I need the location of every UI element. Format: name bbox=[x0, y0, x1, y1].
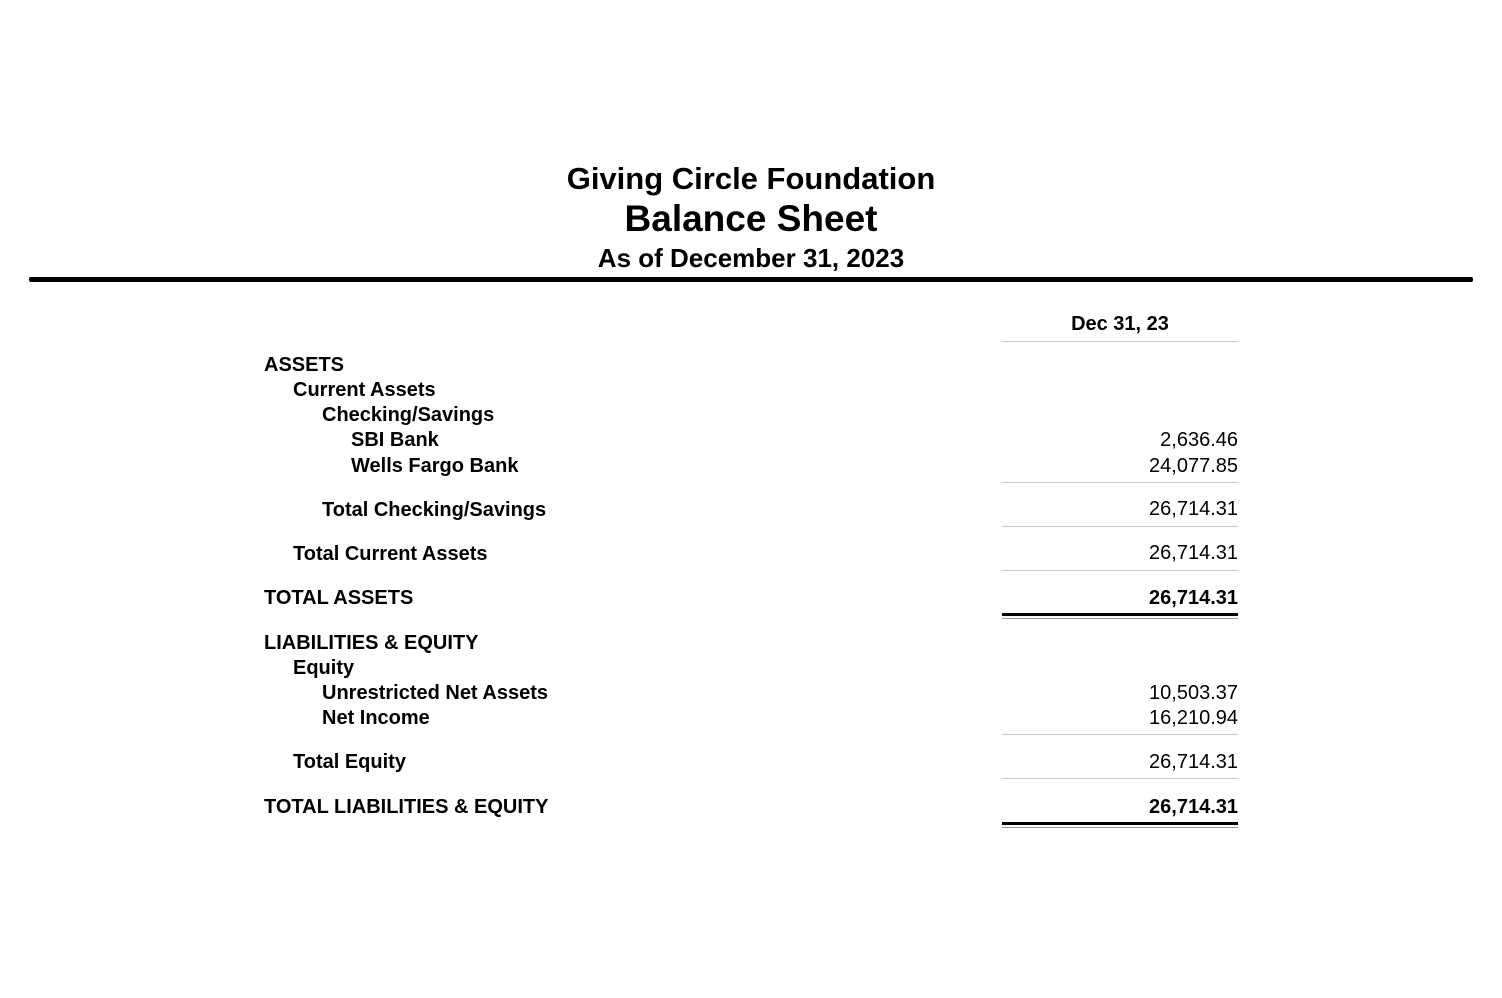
subtotal-rule bbox=[1002, 778, 1238, 779]
unrestricted-net-assets-label: Unrestricted Net Assets bbox=[322, 682, 549, 704]
sbi-bank-amount: 2,636.46 bbox=[1160, 429, 1238, 451]
total-liabilities-equity-amount: 26,714.31 bbox=[1149, 796, 1238, 818]
subtotal-rule bbox=[1002, 482, 1238, 483]
total-current-assets-amount: 26,714.31 bbox=[1149, 542, 1238, 564]
total-liabilities-equity-label: TOTAL LIABILITIES & EQUITY bbox=[264, 796, 549, 818]
total-assets-label: TOTAL ASSETS bbox=[264, 587, 414, 609]
sbi-bank-label: SBI Bank bbox=[351, 429, 439, 451]
column-header-underline bbox=[1002, 341, 1238, 342]
total-equity-amount: 26,714.31 bbox=[1149, 751, 1238, 773]
total-checking-savings-label: Total Checking/Savings bbox=[322, 499, 547, 521]
equity-heading: Equity bbox=[293, 657, 355, 679]
total-assets-amount: 26,714.31 bbox=[1149, 587, 1238, 609]
subtotal-rule bbox=[1002, 526, 1238, 527]
column-header-date: Dec 31, 23 bbox=[1071, 313, 1169, 335]
wells-fargo-bank-label: Wells Fargo Bank bbox=[351, 455, 519, 477]
organization-name: Giving Circle Foundation bbox=[566, 161, 936, 196]
net-income-label: Net Income bbox=[322, 707, 430, 729]
total-checking-savings-amount: 26,714.31 bbox=[1149, 498, 1238, 520]
assets-heading: ASSETS bbox=[264, 354, 345, 376]
total-current-assets-label: Total Current Assets bbox=[293, 543, 488, 565]
subtotal-rule bbox=[1002, 734, 1238, 735]
current-assets-heading: Current Assets bbox=[293, 379, 436, 401]
unrestricted-net-assets-amount: 10,503.37 bbox=[1149, 682, 1238, 704]
report-date-subtitle: As of December 31, 2023 bbox=[597, 243, 905, 273]
wells-fargo-bank-amount: 24,077.85 bbox=[1149, 455, 1238, 477]
liabilities-equity-heading: LIABILITIES & EQUITY bbox=[264, 632, 479, 654]
total-double-rule bbox=[1002, 613, 1238, 619]
net-income-amount: 16,210.94 bbox=[1149, 707, 1238, 729]
checking-savings-heading: Checking/Savings bbox=[322, 404, 495, 426]
report-title: Balance Sheet bbox=[624, 198, 878, 239]
total-equity-label: Total Equity bbox=[293, 751, 406, 773]
total-double-rule bbox=[1002, 822, 1238, 828]
header-rule bbox=[29, 277, 1473, 282]
subtotal-rule bbox=[1002, 570, 1238, 571]
